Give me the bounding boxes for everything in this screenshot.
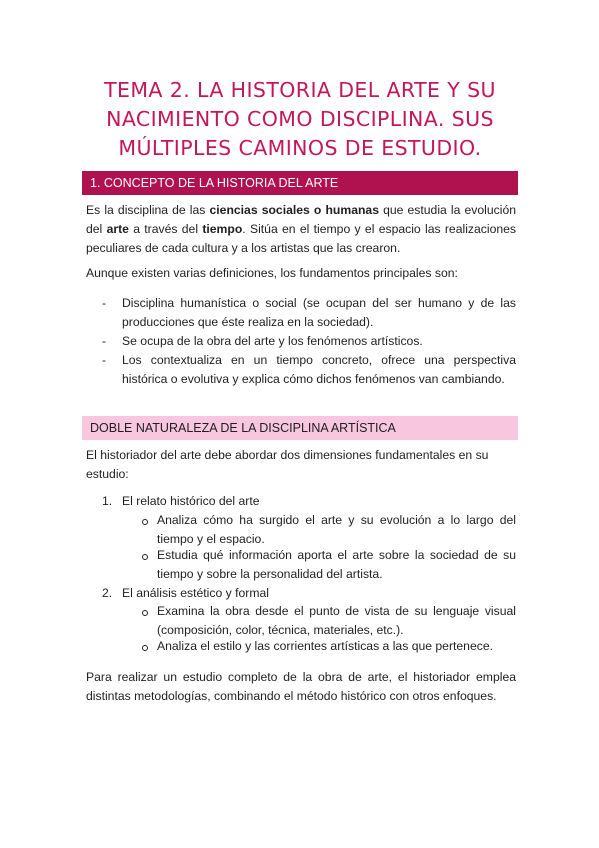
definition-paragraph (86, 201, 516, 258)
page-title (60, 76, 540, 163)
numbered-item (102, 492, 516, 511)
circle-bullet-icon (142, 610, 148, 616)
circle-bullet-icon (142, 645, 148, 651)
definition-bold-ciencias: ciencias sociales o humanas (209, 203, 379, 217)
item-number: 2. (102, 586, 113, 600)
list-item (102, 351, 516, 389)
title-line-3: MÚLTIPLES CAMINOS DE ESTUDIO. (118, 136, 482, 160)
item-label: El análisis estético y formal (122, 586, 269, 600)
closing-paragraph: Para realizar un estudio completo de la obra de arte, el historiador emplea distintas metodologías, combinando el método histórico con otros enfoques. (86, 670, 516, 703)
sub-list-item (142, 546, 516, 584)
section2-intro: El historiador del arte debe abordar dos dimensiones fundamentales en su estudio: (86, 448, 489, 481)
dash-bullet: - (102, 296, 107, 310)
sub-list-item (142, 602, 516, 640)
title-line-2: NACIMIENTO COMO DISCIPLINA. SUS (106, 107, 494, 131)
dash-bullet: - (102, 334, 107, 348)
sub-item-text: Analiza cómo ha surgido el arte y su evolución a lo largo del tiempo y el espacio. (157, 513, 516, 546)
list-item-text: Disciplina humanística o social (se ocupan del ser humano y de las producciones que éste realiza en la sociedad). (122, 296, 516, 329)
section-heading-concepto: 1. CONCEPTO DE LA HISTORIA DEL ARTE (82, 171, 518, 195)
list-item-text: Se ocupa de la obra del arte y los fenómenos artísticos. (122, 334, 423, 348)
list-item (102, 294, 516, 332)
sub-item-text: Estudia qué información aporta el arte sobre la sociedad de su tiempo y sobre la personalidad del artista. (157, 548, 516, 581)
item-number: 1. (102, 494, 113, 508)
definition-text-4: . Sitúa en el tiempo y el espacio las realizaciones peculiares de cada cultura y a los artistas que las crearon. (86, 222, 516, 255)
definition-bold-tiempo: tiempo (202, 222, 243, 236)
section-heading-doble-naturaleza: DOBLE NATURALEZA DE LA DISCIPLINA ARTÍSTICA (82, 416, 518, 440)
numbered-item (102, 584, 516, 603)
fundamentals-intro: Aunque existen varias definiciones, los fundamentos principales son: (86, 266, 458, 280)
item-label: El relato histórico del arte (122, 494, 260, 508)
dash-bullet: - (102, 353, 107, 367)
definition-text-3: a través del (128, 222, 203, 236)
sub-item-text: Analiza el estilo y las corrientes artísticas a las que pertenece. (157, 639, 494, 653)
definition-bold-arte: arte (106, 222, 129, 236)
definition-text-2: que estudia la evolución del (86, 203, 517, 236)
list-item-text: Los contextualiza en un tiempo concreto, ofrece una perspectiva histórica o evolutiva y explica cómo dichos fenómenos van cambiando. (122, 353, 516, 386)
sub-list-item (142, 511, 516, 549)
circle-bullet-icon (142, 554, 148, 560)
definition-text-1: Es la disciplina de las (86, 203, 210, 217)
list-item (102, 332, 516, 351)
title-line-1: TEMA 2. LA HISTORIA DEL ARTE Y SU (104, 78, 496, 102)
sub-list-item (142, 637, 516, 656)
circle-bullet-icon (142, 519, 148, 525)
sub-item-text: Examina la obra desde el punto de vista de su lenguaje visual (composición, color, técnica, materiales, etc.). (157, 604, 516, 637)
